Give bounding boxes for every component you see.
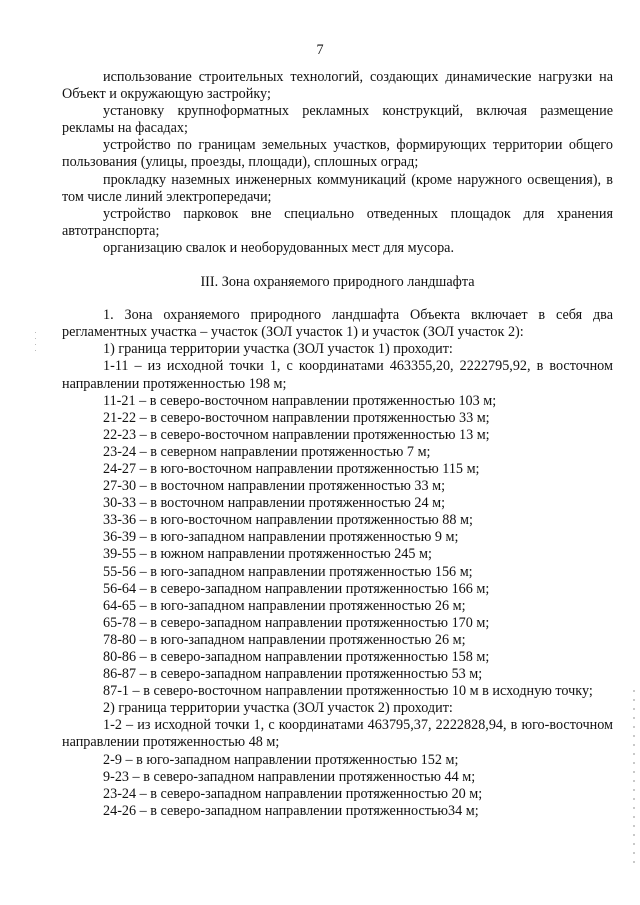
plot2-first-segment: 1-2 – из исходной точки 1, с координатами 463795,37, 2222828,94, в юго-восточном направлении протяженностью 48 м; (62, 717, 613, 751)
boundary-segment: 22-23 – в северо-восточном направлении протяженностью 13 м; (103, 426, 490, 443)
plot2-title: 2) граница территории участка (ЗОЛ участок 2) проходит: (103, 700, 453, 717)
restriction-item: устройство по границам земельных участков, формирующих территории общего пользования (улицы, проезды, площади), сплошных оград; (62, 137, 613, 171)
boundary-segment: 2-9 – в юго-западном направлении протяженностью 152 м; (103, 751, 459, 768)
boundary-segment: 36-39 – в юго-западном направлении протяженностью 9 м; (103, 529, 459, 546)
boundary-segment: 23-24 – в северо-западном направлении протяженностью 20 м; (103, 785, 483, 802)
boundary-segment: 24-26 – в северо-западном направлении протяженностью34 м; (103, 802, 479, 819)
boundary-segment: 65-78 – в северо-западном направлении протяженностью 170 м; (103, 614, 490, 631)
plot1-title: 1) граница территории участка (ЗОЛ участок 1) проходит: (103, 341, 453, 358)
restriction-item: прокладку наземных инженерных коммуникаций (кроме наружного освещения), в том числе линий электропередачи; (62, 171, 613, 205)
boundary-segment: 80-86 – в северо-западном направлении протяженностью 158 м; (103, 649, 490, 665)
boundary-segment: 39-55 – в южном направлении протяженностью 245 м; (103, 546, 432, 563)
boundary-segment: 64-65 – в юго-западном направлении протяженностью 26 м; (103, 597, 466, 614)
boundary-segment: 30-33 – в восточном направлении протяженностью 24 м; (103, 495, 446, 512)
boundary-segment: 78-80 – в юго-западном направлении протяженностью 26 м; (103, 631, 466, 648)
page-number: 7 (316, 42, 324, 58)
boundary-segment: 9-23 – в северо-западном направлении протяженностью 44 м; (103, 768, 476, 785)
boundary-segment: 24-27 – в юго-восточном направлении протяженностью 115 м; (103, 460, 480, 477)
scan-margin-mark (35, 332, 37, 354)
plot1-last-segment: 87-1 – в северо-восточном направлении протяженностью 10 м в исходную точку; (103, 683, 593, 700)
restriction-item: использование строительных технологий, создающих динамические нагрузки на Объект и окружающую застройку; (62, 69, 613, 103)
scan-edge-marks (633, 690, 636, 890)
boundary-segment: 33-36 – в юго-восточном направлении протяженностью 88 м; (103, 512, 473, 529)
boundary-segment: 56-64 – в северо-западном направлении протяженностью 166 м; (103, 580, 490, 597)
plot2-segments (62, 752, 613, 820)
boundary-segment: 86-87 – в северо-западном направлении протяженностью 53 м; (103, 666, 483, 683)
boundary-segment: 21-22 – в северо-восточном направлении протяженностью 33 м; (103, 409, 490, 426)
restriction-item: организацию свалок и необорудованных мест для мусора. (103, 239, 455, 256)
restriction-item: установку крупноформатных рекламных конструкций, включая размещение рекламы на фасадах; (62, 103, 613, 137)
section-intro: 1. Зона охраняемого природного ландшафта Объекта включает в себя два регламентных участка – участок (ЗОЛ участок 1) и участок (ЗОЛ участок 2): (62, 307, 613, 341)
document-body (62, 69, 613, 820)
restriction-item: устройство парковок вне специально отведенных площадок для хранения автотранспорта; (62, 205, 613, 239)
boundary-segment: 27-30 – в восточном направлении протяженностью 33 м; (103, 478, 446, 495)
plot1-first-segment: 1-11 – из исходной точки 1, с координатами 463355,20, 2222795,92, в восточном направлении протяженностью 198 м; (62, 358, 613, 392)
plot1-segments (62, 393, 613, 684)
boundary-segment: 55-56 – в юго-западном направлении протяженностью 156 м; (103, 563, 473, 580)
section-heading: III. Зона охраняемого природного ландшафта (200, 274, 475, 291)
boundary-segment: 23-24 – в северном направлении протяженностью 7 м; (103, 443, 431, 460)
restrictions-list (62, 69, 613, 257)
boundary-segment: 11-21 – в северо-восточном направлении протяженностью 103 м; (103, 392, 497, 409)
